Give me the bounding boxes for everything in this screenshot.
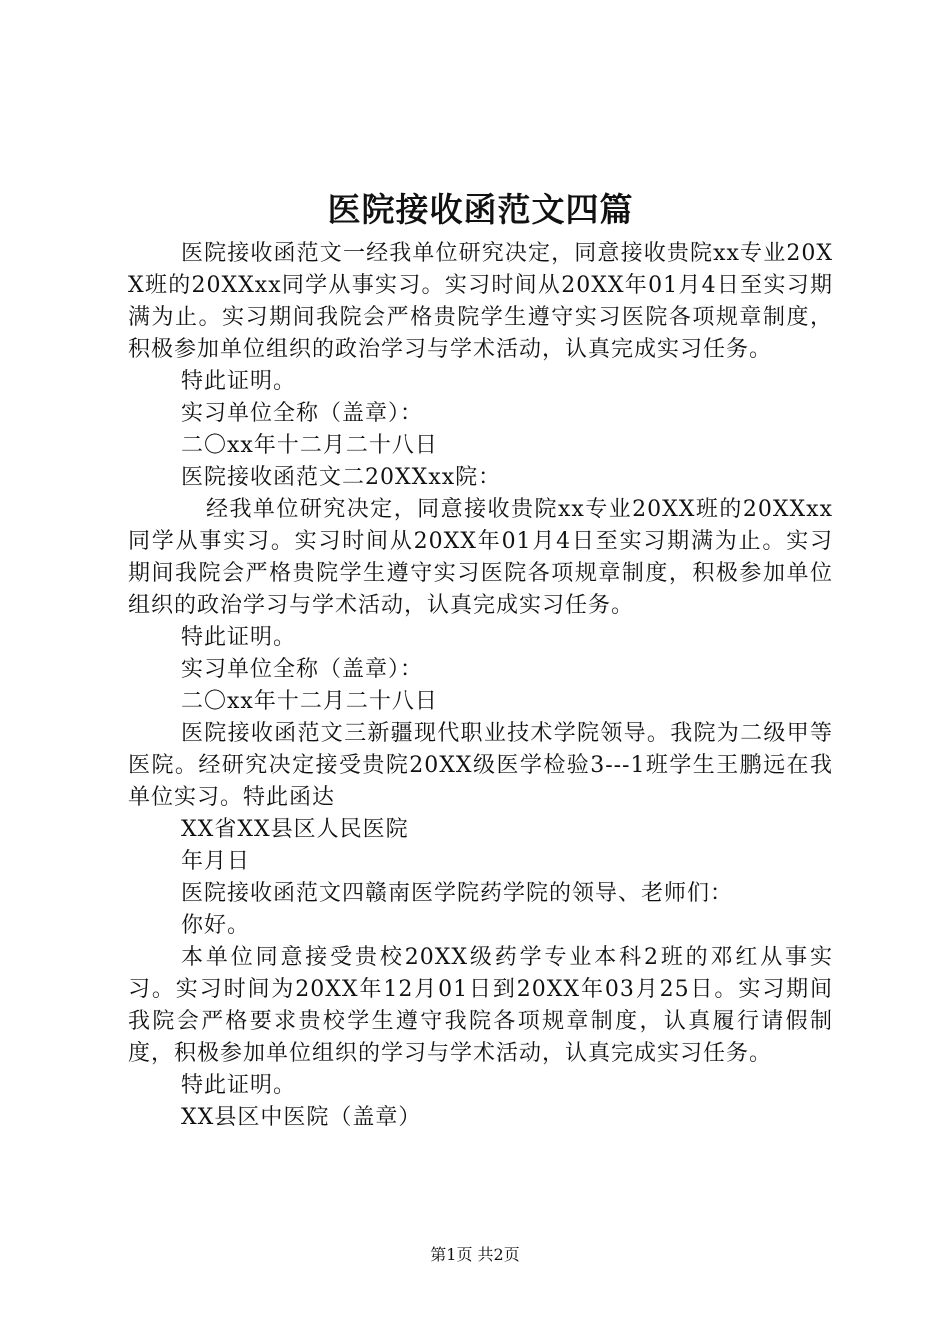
- paragraph: 特此证明。: [181, 625, 297, 650]
- paragraph: 二〇xx年十二月二十八日: [181, 433, 438, 458]
- paragraph: 经我单位研究决定，同意接收贵院xx专业20XX班的20XXxx同学从事实习。实习时间从20XX年01月4日至实习期满为止。实习期间我院会严格贵院学生遵守实习医院各项规章制度，积极参加单位组织的政治学习与学术活动，认真完成实习任务。: [128, 497, 833, 618]
- paragraph: 本单位同意接受贵校20XX级药学专业本科2班的邓红从事实习。实习时间为20XX年12月01日到20XX年03月25日。实习期间我院会严格要求贵校学生遵守我院各项规章制度，认真履行请假制度，积极参加单位组织的学习与学术活动，认真完成实习任务。: [128, 945, 833, 1066]
- document-title: 医院接收函范文四篇: [327, 190, 634, 229]
- paragraph: 医院接收函范文二20XXxx院：: [181, 465, 502, 490]
- paragraph: 二〇xx年十二月二十八日: [181, 689, 438, 714]
- paragraph: 医院接收函范文四赣南医学院药学院的领导、老师们：: [181, 881, 734, 906]
- paragraph: 实习单位全称（盖章）：: [181, 401, 424, 426]
- paragraph: 特此证明。: [181, 1073, 297, 1098]
- paragraph: 你好。: [181, 913, 251, 938]
- paragraph: XX省XX县区人民医院: [181, 817, 409, 842]
- document-page: [128, 186, 833, 1134]
- paragraph: 年月日: [181, 849, 251, 874]
- paragraph: 医院接收函范文三新疆现代职业技术学院领导。我院为二级甲等医院。经研究决定接受贵院20XX级医学检验3---1班学生王鹏远在我单位实习。特此函达: [128, 721, 833, 810]
- paragraph: 实习单位全称（盖章）：: [181, 657, 424, 682]
- page-footer: 第1页 共2页: [430, 1245, 520, 1264]
- paragraph: 医院接收函范文一经我单位研究决定，同意接收贵院xx专业20XX班的20XXxx同学从事实习。实习时间从20XX年01月4日至实习期满为止。实习期间我院会严格贵院学生遵守实习医院各项规章制度，积极参加单位组织的政治学习与学术活动，认真完成实习任务。: [128, 241, 833, 362]
- document-body: [128, 238, 833, 1134]
- paragraph: 特此证明。: [181, 369, 297, 394]
- paragraph: XX县区中医院（盖章）: [181, 1105, 422, 1130]
